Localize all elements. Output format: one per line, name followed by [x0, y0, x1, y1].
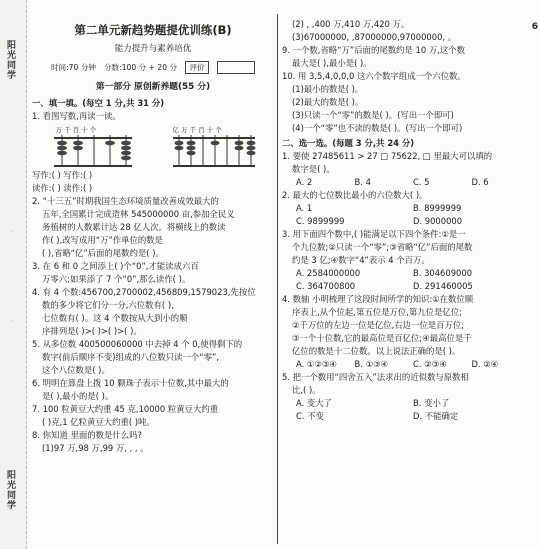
option[interactable]: A. 2584000000	[296, 268, 361, 279]
meta-row	[32, 61, 274, 74]
binding-spine	[0, 0, 27, 549]
question-line: 2. “十三五”时期我国生态环境质量改善成效最大的	[32, 195, 219, 206]
abacus-2	[171, 125, 257, 167]
option[interactable]: C. 364700800	[296, 281, 356, 292]
question-line: 数字(前后顺序不变)组成的八位数只读一个“零”,	[42, 351, 219, 362]
abacus-1-label: 万 千 百 十 个	[55, 125, 97, 134]
question-line: ②千万位的左边一位是亿位,右边一位是百万位;	[292, 320, 465, 331]
answer-line[interactable]: 最大是( ),最小是( )。	[292, 58, 372, 69]
answer-line[interactable]: ( )克,1 亿粒黄豆大约重( )吨。	[42, 416, 155, 427]
question-line: 6. 明明在算盘上拨 10 颗珠子表示十位数,其中最大的	[32, 377, 229, 388]
option[interactable]: B. ①③④	[354, 359, 389, 370]
option[interactable]: C. 不变	[296, 411, 324, 422]
answer-line[interactable]: (3)只读一个“零”的数是( )。(写出一个即可)	[292, 110, 454, 121]
answer-line[interactable]: 七位数有( )。这 4 个数按从大到小的顺	[42, 312, 188, 323]
question-line: 10. 用 3,5,4,0,0,0 这六个数字组成一个六位数。	[282, 71, 466, 82]
answer-line[interactable]: 序排列是( )>( )>( )>( )。	[42, 325, 142, 336]
question-line: 5. 从多位数 400500060000 中去掉 4 个 0,使得剩下的	[32, 338, 243, 349]
worksheet-title: 第二单元新趋势题提优训练(B)	[74, 23, 232, 37]
option[interactable]: B. 4	[354, 177, 371, 188]
question-line: 五年,全国累计完成造林 545000000 亩,参加全民义	[42, 208, 235, 219]
section2-heading: 二、选一选。(每题 3 分,共 24 分)	[282, 138, 415, 149]
answer-line[interactable]: 这个八位数是( )。	[42, 364, 110, 375]
question-line[interactable]: 3. 在 6 和 0 之间添上( )个“0”,才能读成六百	[32, 260, 199, 271]
part1-title: 第一部分 原创新养题(55 分)	[95, 81, 211, 92]
abacus-figures	[32, 125, 274, 167]
option[interactable]: B. 变小了	[413, 398, 450, 409]
options-q2-row2	[282, 215, 530, 228]
question-line[interactable]: 万零六;如果添了 7 个“0”,那么读作( )。	[42, 273, 191, 284]
option[interactable]: C. ②③④	[413, 359, 447, 370]
column-divider	[277, 14, 278, 544]
question-line: 4. 有 4 个数:456700,2700002,456809,1579023,先按位	[32, 286, 256, 297]
question-line: 1. 看图写数,再读一读。	[32, 110, 121, 121]
abacus-2-label: 亿 万 千 百 十 个	[172, 125, 222, 134]
score-total: 分数:100 分 + 20 分	[103, 62, 178, 72]
left-column	[32, 0, 274, 455]
answer-line[interactable]: (1)97 万,98 万,99 万, , , 。	[42, 442, 149, 453]
answer-line[interactable]: ( ),省略“亿”后面的尾数约是( )。	[42, 247, 164, 258]
options-q3-row2	[282, 280, 530, 293]
page-corner-number: 6	[531, 22, 538, 32]
answer-line[interactable]: 读作:( ) 读作:( )	[32, 182, 93, 193]
section1-heading: 一、填一填。(每空 1 分,共 31 分)	[32, 97, 165, 108]
answer-line[interactable]: (2) , ,400 万,410 万,420 万。	[292, 19, 410, 29]
answer-line[interactable]: (1)最小的数是( )。	[292, 84, 364, 95]
time-limit: 时间:70 分钟	[50, 62, 96, 72]
option[interactable]: B. 304609000	[413, 268, 473, 279]
question-line: 4. 数轴 小明梳理了这段时间所学的知识:①在数位顺	[282, 294, 474, 305]
question-line: 约是 3 亿;④数字“4”表示 4 个百万。	[292, 255, 430, 266]
spine-label: ·	[8, 320, 15, 322]
question-line: 1. 要使 27485611 > 27 □ 75622, □ 里最大可以填的	[282, 151, 493, 162]
option[interactable]: D. 不能确定	[413, 411, 459, 422]
question-line: 8. 你知道 里面的数是什么吗?	[32, 429, 142, 440]
option[interactable]: C. 9899999	[296, 216, 345, 227]
option[interactable]: A. 变大了	[296, 398, 333, 409]
answer-line[interactable]: 作( ),改写成用“万”作单位的数是	[42, 234, 164, 245]
question-line: 务植树的人数累计达 28 亿人次。将横线上的数读	[42, 221, 226, 232]
answer-line[interactable]: 数的多少将它们分一分,六位数有( ),	[42, 299, 174, 310]
eval-label: 评价	[185, 61, 209, 74]
option[interactable]: A. 2	[296, 177, 313, 188]
answer-line[interactable]: 亿位的数是十二位数。以上说法正确的是( )。	[292, 346, 461, 357]
option[interactable]: D. 9000000	[413, 216, 463, 227]
options-q3-row1	[282, 267, 530, 280]
options-q2-row1	[282, 202, 530, 215]
options-q1	[282, 176, 530, 189]
option[interactable]: D. 291460005	[413, 281, 473, 292]
question-line: 个九位数;②只读一个“零”;③省略“亿”后面的尾数	[292, 242, 473, 253]
question-line: 2. 最大的七位数比最小的六位数大( )。	[282, 190, 428, 201]
answer-line[interactable]: 比,( )。	[292, 385, 321, 396]
question-line: 9. 一个数,省略“万”后面的尾数约是 10 万,这个数	[282, 45, 466, 56]
option[interactable]: D. ②④	[471, 359, 499, 370]
question-line: 3. 用下面四个数中,( )能满足以下四个条件:①是一	[282, 229, 466, 240]
option[interactable]: A. 1	[296, 203, 313, 214]
answer-line[interactable]: (3)67000000, ,87000000,97000000, 。	[292, 32, 457, 43]
options-q4	[282, 358, 530, 371]
answer-line[interactable]: (4)一个“零”也不读的数是( )。(写出一个即可)	[292, 123, 463, 134]
question-line: ③一个十位数,它的最高位是百亿位;④最高位是千	[292, 333, 472, 344]
options-q5-row1	[282, 397, 530, 410]
option[interactable]: D. 6	[471, 177, 489, 188]
spine-label: ·	[8, 230, 15, 232]
question-line: 5. 把一个数用“四舍五入”法求出的近似数与原数相	[282, 372, 469, 383]
option[interactable]: B. 8999999	[413, 203, 462, 214]
answer-line[interactable]: 是( ),最小的是( )。	[42, 390, 114, 401]
worksheet-subtitle: 能力提升与素养培优	[114, 43, 192, 54]
eval-blank[interactable]	[217, 61, 255, 74]
answer-line[interactable]: 写作:( ) 写作:( )	[32, 169, 93, 180]
abacus-1	[50, 125, 136, 167]
answer-line[interactable]: 数字是( )。	[292, 164, 335, 175]
answer-line[interactable]: (2)最大的数是( )。	[292, 97, 364, 108]
right-column	[282, 18, 530, 423]
question-line: 序表上,从个位起,第五位是万位,第九位是亿位;	[292, 307, 462, 318]
question-line: 7. 100 粒黄豆大约重 45 克,10000 粒黄豆大约重	[32, 403, 219, 414]
option[interactable]: C. 5	[413, 177, 430, 188]
spine-brand-top: 阳光同学	[5, 40, 15, 80]
option[interactable]: A. ①②③④	[296, 359, 337, 370]
options-q5-row2	[282, 410, 530, 423]
spine-brand-bottom: 阳光同学	[5, 470, 15, 510]
